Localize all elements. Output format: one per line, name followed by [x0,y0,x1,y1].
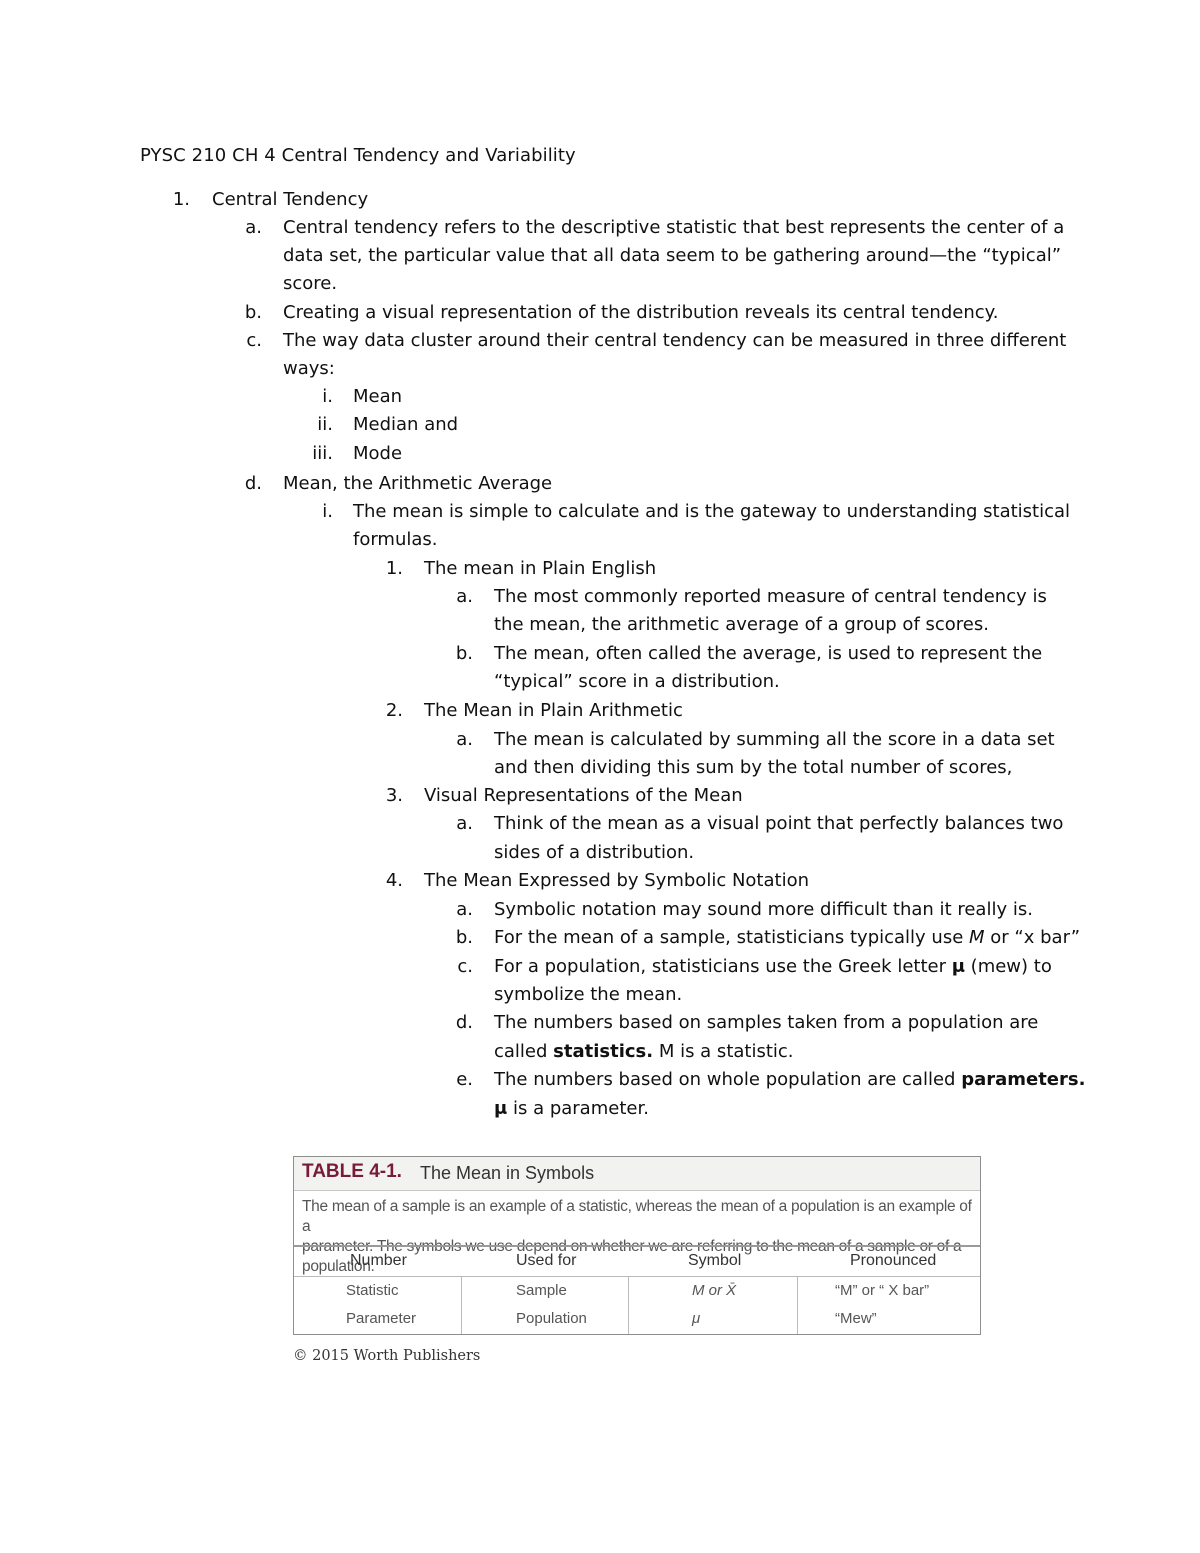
outline-text: sides of a distribution. [494,842,695,863]
table-col-header: Symbol [688,1252,742,1269]
outline-text: ways: [283,358,335,379]
table-cell: M or X̄ [692,1282,737,1299]
outline-marker: a. [456,813,473,834]
table-caption-line: The mean of a sample is an example of a statistic, whereas the mean of a population is an example of a [302,1198,972,1235]
outline-text: Mode [353,443,403,464]
table-col-header: Number [350,1252,407,1269]
table-cell: Population [516,1310,587,1327]
outline-text: Think of the mean as a visual point that perfectly balances two [494,813,1064,834]
outline-text: Central Tendency [212,189,369,210]
outline-text: The most commonly reported measure of central tendency is [494,586,1047,607]
table-name: The Mean in Symbols [420,1163,595,1183]
table-cell: “M” or “ X bar” [835,1282,930,1299]
table-cell: Sample [516,1282,567,1299]
outline-marker: a. [245,217,262,238]
outline-text: symbolize the mean. [494,984,683,1005]
outline-text: formulas. [353,529,438,550]
outline-marker: 1. [172,189,190,210]
outline-text: The Mean Expressed by Symbolic Notation [424,870,809,891]
outline-marker: i. [322,386,333,407]
outline-text: The Mean in Plain Arithmetic [424,700,683,721]
outline-text: score. [283,273,338,294]
outline-marker: d. [455,1012,473,1033]
outline-marker: iii. [312,443,333,464]
outline-text: The way data cluster around their central tendency can be measured in three different [283,330,1067,351]
figure-credit: © 2015 Worth Publishers [293,1348,481,1364]
outline-text: For the mean of a sample, statisticians typically use M or “x bar” [494,927,1081,948]
outline-marker: i. [322,501,333,522]
table-cell: Parameter [346,1310,417,1327]
outline-text: The numbers based on whole population are called parameters. [494,1069,1086,1090]
outline-text: Visual Representations of the Mean [424,785,743,806]
table-figure [293,1156,981,1335]
table-label: TABLE 4-1. [302,1161,402,1182]
table-divider [628,1276,629,1334]
table-rule [294,1245,980,1247]
table-col-header: Pronounced [850,1252,937,1269]
outline-text: μ is a parameter. [494,1098,649,1119]
table-caption-line: population. [302,1258,375,1275]
outline-text: Mean [353,386,403,407]
outline-text: For a population, statisticians use the Greek letter μ (mew) to [494,956,1052,977]
table-divider [461,1276,462,1334]
outline-text: The mean in Plain English [424,558,657,579]
outline-text: The numbers based on samples taken from a population are [494,1012,1039,1033]
outline-text: The mean is calculated by summing all the score in a data set [494,729,1055,750]
outline-marker: c. [246,330,262,351]
outline-text: data set, the particular value that all data seem to be gathering around—the “typical” [283,245,1062,266]
table-cell: Statistic [346,1282,399,1299]
outline-text: “typical” score in a distribution. [494,671,780,692]
outline-text: Symbolic notation may sound more difficult than it really is. [494,899,1033,920]
outline-marker: 3. [385,785,403,806]
outline-marker: ii. [317,414,333,435]
outline-marker: 2. [385,700,403,721]
outline-text: The mean is simple to calculate and is the gateway to understanding statistical [353,501,1071,522]
outline-text: and then dividing this sum by the total number of scores, [494,757,1013,778]
table-header-bar [294,1157,980,1191]
outline-marker: a. [456,899,473,920]
table-divider [797,1276,798,1334]
outline-marker: b. [244,302,262,323]
table-cell: μ [692,1310,701,1327]
outline-text: The mean, often called the average, is used to represent the [494,643,1043,664]
outline-text: Central tendency refers to the descriptive statistic that best represents the center of a [283,217,1065,238]
outline-text: Mean, the Arithmetic Average [283,473,553,494]
outline-text: Creating a visual representation of the distribution reveals its central tendency. [283,302,999,323]
outline-marker: d. [244,473,262,494]
table-divider [294,1276,980,1277]
outline-marker: a. [456,729,473,750]
outline-marker: b. [455,643,473,664]
outline-marker: 1. [385,558,403,579]
outline-marker: e. [456,1069,473,1090]
outline-text: the mean, the arithmetic average of a group of scores. [494,614,989,635]
outline-marker: 4. [385,870,403,891]
outline-text: Median and [353,414,459,435]
table-col-header: Used for [516,1252,577,1269]
document-title: PYSC 210 CH 4 Central Tendency and Variability [140,145,576,166]
table-cell: “Mew” [835,1310,877,1327]
outline-marker: b. [455,927,473,948]
outline-marker: c. [457,956,473,977]
outline-text: called statistics. M is a statistic. [494,1041,794,1062]
outline-marker: a. [456,586,473,607]
